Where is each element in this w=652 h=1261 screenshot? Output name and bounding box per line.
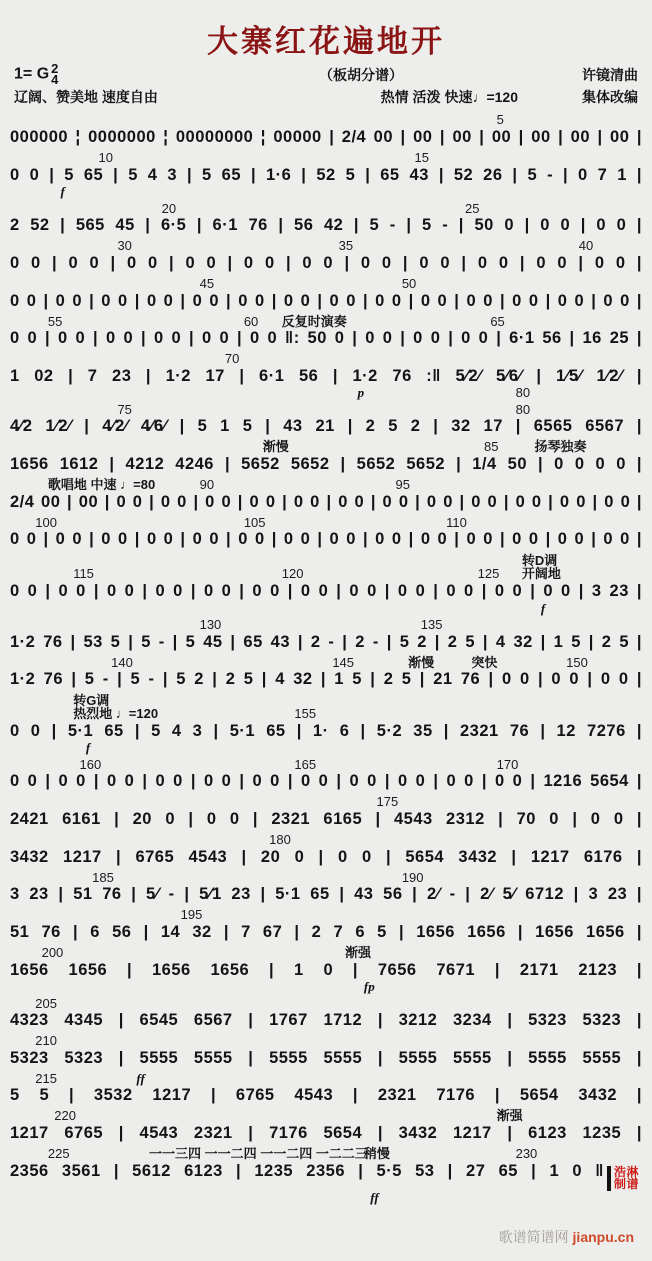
expression-text: 渐强 [344,944,371,960]
notation-text: 0 0 | 0 0 | 0 0 | 0 0 | 0 0 | 0 0 | 0 0 | 0 0 | 0 0 | 0 0 | 0 0 | 0 0 | 0 0 | 0 0 | [10,291,642,310]
notation-line [10,1048,642,1069]
measure-number: 80 [515,385,531,401]
time-signature [51,61,59,88]
measure-number: 175 [376,794,399,810]
music-line [10,653,642,690]
measure-number: 115 [73,566,94,582]
notation-text: 0 0 | 5 65 | 5 4 3 | 5 65 | 1·6 | 52 5 | 65 43 | 52 26 | 5 - | 0 7 1 | [10,165,642,184]
music-line [10,691,642,755]
music-line [10,513,642,550]
annotation-row [10,741,642,754]
dynamic-marking: fp [363,979,375,995]
measure-number: 25 [465,200,480,216]
measure-number: 230 [515,1146,538,1162]
annotation-row [10,906,642,922]
music-line [10,1145,642,1204]
composer-credit: 许镜清曲 [582,67,638,84]
expression-text: 反复时演奏 [281,313,347,329]
annotation-row [10,755,642,771]
expression-text: 转D调 开阔地 [521,552,561,582]
measure-number: 120 [281,566,304,582]
music-line [10,994,642,1031]
arranger-credit: 集体改编 [582,89,638,106]
expression-text: 渐慢 [262,439,289,455]
notation-text: 000000 ¦ 0000000 ¦ 00000000 ¦ 00000 | 2/4 00 | 00 | 00 | 00 | 00 | 00 | 00 | [10,128,642,147]
annotation-row [10,111,642,127]
dynamic-marking: ff [370,1189,379,1205]
measure-number: 155 [294,706,317,722]
notation-line [10,291,642,312]
engraver-credit: 浩淋制谱 [607,1166,642,1191]
notation-text: 5 5 | 3532 1217 | 6765 4543 | 2321 7176 | 5654 3432 | [10,1086,642,1105]
header-row-1 [14,61,638,88]
notation-line [10,960,642,981]
annotation-row [10,994,642,1010]
measure-number: 105 [243,514,266,530]
time-numerator: 2 [51,61,59,76]
annotation-row [10,275,642,291]
music-line [10,199,642,236]
notation-text: 1·2 76 | 5 - | 5 - | 5 2 | 2 5 | 4 32 | 1 5 | 2 5 | 21 76 | 0 0 | 0 0 | 0 0 | [10,670,642,689]
music-line [10,438,642,475]
measure-number: 40 [578,238,594,254]
annotation-row [10,551,642,581]
notation-line [10,809,642,830]
song-title: 大寨红花遍地开 [207,24,445,59]
notation-line [10,454,642,475]
dynamic-marking: f [60,184,65,200]
annotation-row [10,868,642,884]
music-line [10,616,642,653]
measure-number: 30 [117,238,132,254]
tempo-marking: 热情 活泼 快速♩=120 [380,89,518,106]
measure-number: 165 [294,756,317,772]
measure-number: 35 [338,238,354,254]
expression-text: 渐强 [496,1108,523,1124]
expression-text: 突快 [471,654,498,670]
measure-number: 145 [332,654,355,670]
music-line [10,1032,642,1069]
measure-number: 185 [92,869,114,885]
watermark [499,1227,634,1247]
measure-number: 45 [199,275,215,291]
measure-number: 10 [98,150,113,166]
notation-text: 0 0 | 5·1 65 | 5 4 3 | 5·1 65 | 1· 6 | 5·2 35 | 2321 76 | 12 7276 | [10,721,642,740]
measure-number: 15 [414,150,429,166]
notation-text: 3 23 | 51 76 | 5⁄ - | 5⁄1 23 | 5·1 65 | 43 56 | 2⁄ - | 2⁄ 5⁄ 6712 | 3 23 | [10,885,642,904]
expression-text: 渐慢 [408,654,435,670]
notation-line [10,328,642,349]
annotation-row [10,1107,642,1123]
annotation-row [10,793,642,809]
music-line [10,868,642,905]
annotation-row [10,350,642,366]
notation-line [10,922,642,943]
key-label: 1= G [14,65,50,83]
measure-number: 140 [111,654,133,670]
notation-line [10,529,642,550]
annotation-row [10,691,642,721]
notation-line [10,847,642,868]
notation-line [10,1085,642,1106]
watermark-site-url: jianpu.cn [572,1229,634,1245]
expression-text: 一一三四 一一二四 一一二四 一二二三 [149,1146,368,1162]
notation-line [10,1161,642,1191]
measure-number: 170 [496,756,519,772]
expression-text: 转G调 热烈地 ♩=120 [73,692,159,722]
notation-text: 2421 6161 | 20 0 | 0 0 | 2321 6165 | 4543 2312 | 70 0 | 0 0 | [10,810,642,829]
notation-line [10,1010,642,1031]
music-line [10,400,642,437]
notation-text: 0 0 | 0 0 | 0 0 | 0 0 | 0 0 | 0 0 | 0 0 | 0 0 | 0 0 | 0 0 | 0 0 | 1216 5654 | [10,772,642,791]
measure-number: 70 [224,351,240,367]
measure-number: 5 [496,112,504,128]
notation-text: 5323 5323 | 5555 5555 | 5555 5555 | 5555 5555 | 5555 5555 | [10,1048,642,1067]
measure-number: 135 [420,616,443,632]
subtitle: （板胡分谱） [319,67,403,84]
measure-number: 150 [566,654,588,670]
music-line [10,831,642,868]
notation-text: 0 0 | 0 0 | 0 0 | 0 0 | 0 0 | 0 0 | 0 0 | 0 0 | 0 0 | 0 0 | 0 0 | 0 0 | 3 23 | [10,581,642,600]
measure-number: 210 [35,1033,57,1049]
notation-text: 51 76 | 6 56 | 14 32 | 7 67 | 2 7 6 5 | 1656 1656 | 1656 1656 | [10,922,642,941]
music-line [10,350,642,400]
dynamic-marking: f [540,600,546,616]
annotation-row [10,199,642,215]
notation-text: 4323 4345 | 6545 6567 | 1767 1712 | 3212 3234 | 5323 5323 | [10,1011,642,1030]
annotation-row [10,400,642,416]
music-line [10,111,642,148]
notation-line [10,165,642,186]
notation-text: 0 0 | 0 0 | 0 0 | 0 0 | 0 0 | 0 0 | 0 0 | 0 0 | 0 0 | 0 0 | 0 0 | 0 0 | 0 0 | 0 0 | [10,530,642,549]
annotation-row [10,616,642,632]
notation-text: 0 0 | 0 0 | 0 0 | 0 0 | 0 0 | 0 0 | 0 0 | 0 0 | 0 0 | 0 0 | 0 0 | [10,253,642,272]
notation-line [10,492,642,513]
notation-line [10,416,642,437]
header-row-2 [14,87,638,107]
annotation-row [10,602,642,615]
notation-text: 3432 1217 | 6765 4543 | 20 0 | 0 0 | 5654 3432 | 1217 6176 | [10,847,642,866]
measure-number: 65 [490,313,505,329]
annotation-row [10,149,642,165]
measure-number: 55 [47,313,63,329]
annotation-row [10,831,642,847]
dynamic-marking: p [357,385,365,401]
measure-number: 180 [269,832,291,848]
annotation-row [10,1032,642,1048]
expression-text: 扬琴独奏 [534,439,587,455]
notation-line [10,366,642,387]
annotation-row [10,312,642,328]
notation-text: 1656 1612 | 4212 4246 | 5652 5652 | 5652 5652 | 1/4 50 | 0 0 0 0 | [10,455,642,474]
annotation-row [10,1145,642,1161]
annotation-row [10,1191,642,1204]
music-line [10,793,642,830]
music-line [10,237,642,274]
dynamic-marking: f [85,740,91,756]
measure-number: 50 [401,275,417,291]
notation-text: 1217 6765 | 4543 2321 | 7176 5654 | 3432 1217 | 6123 1235 | [10,1124,642,1143]
measure-number: 225 [47,1146,70,1162]
annotation-row [10,944,642,960]
measure-number: 90 [199,477,215,493]
annotation-row [10,476,642,492]
annotation-row [10,386,642,399]
measure-number: 130 [199,616,222,632]
measure-number: 20 [161,200,177,216]
notation-line [10,632,642,653]
annotation-row [10,1069,642,1085]
annotation-row [10,185,642,198]
notation-text: 2/4 00 | 00 | 0 0 | 0 0 | 0 0 | 0 0 | 0 0 | 0 0 | 0 0 | 0 0 | 0 0 | 0 0 | 0 0 | 0 0 | [10,492,642,511]
notation-line [10,669,642,690]
music-line [10,312,642,349]
notation-text: 2 52 | 565 45 | 6·5 | 6·1 76 | 56 42 | 5 - | 5 - | 50 0 | 0 0 | 0 0 | [10,216,642,235]
measure-number: 125 [477,566,500,582]
expression-text: 稍慢 [363,1146,390,1162]
time-denominator: 4 [51,72,59,88]
key-time-signature [14,61,174,88]
music-line [10,1069,642,1106]
music-line [10,755,642,792]
measure-number: 195 [180,907,203,923]
watermark-site-name: 歌谱简谱网 [498,1229,569,1245]
measure-number: 200 [41,944,64,960]
annotation-row [10,653,642,669]
notation-line [10,253,642,274]
notation-text: 0 0 | 0 0 | 0 0 | 0 0 | 0 0 | 0 0 ‖: 50 0 | 0 0 | 0 0 | 0 0 | 6·1 56 | 16 25 | [10,329,642,348]
annotation-row [10,980,642,993]
measure-number: 110 [446,514,467,530]
notation-line [10,721,642,742]
measure-number: 215 [35,1070,57,1086]
measure-number: 95 [395,477,410,493]
measure-number: 220 [54,1108,76,1124]
expression-text: 歌唱地 中速 ♩=80 [47,477,156,493]
dynamic-marking: ff [136,1070,145,1086]
measure-number: 85 [484,439,499,455]
measure-number: 190 [401,869,424,885]
music-line [10,275,642,312]
notation-text: 2356 3561 | 5612 6123 | 1235 2356 | 5·5 53 | 27 65 | 1 0 ‖ [10,1161,604,1180]
measure-number: 160 [79,756,102,772]
music-line [10,1107,642,1144]
measure-number: 80 [515,401,531,417]
notation-line [10,884,642,905]
notation-text: 1 02 | 7 23 | 1·2 17 | 6·1 56 | 1·2 76 :‖ 5⁄2⁄ 5⁄6⁄ | 1⁄5⁄ 1⁄2⁄ | [10,366,642,385]
notation-line [10,771,642,792]
score-body [10,111,642,1204]
music-line [10,551,642,615]
measure-number: 205 [35,995,57,1011]
notation-text: 4⁄2 1⁄2⁄ | 4⁄2⁄ 4⁄6⁄ | 5 1 5 | 43 21 | 2 5 2 | 32 17 | 6565 6567 | [10,417,642,436]
measure-number: 60 [243,313,259,329]
measure-number: 100 [35,514,57,530]
annotation-row [10,513,642,529]
music-line [10,149,642,199]
measure-number: 75 [117,401,132,417]
notation-line [10,1123,642,1144]
notation-line [10,215,642,236]
music-line [10,944,642,994]
annotation-row [10,237,642,253]
notation-text: 1·2 76 | 53 5 | 5 - | 5 45 | 65 43 | 2 - | 2 - | 5 2 | 2 5 | 4 32 | 1 5 | 2 5 | [10,632,642,651]
expression-left: 辽阔、赞美地 速度自由 [14,89,158,106]
notation-line [10,127,642,148]
notation-line [10,581,642,602]
annotation-row [10,438,642,454]
notation-text: 1656 1656 | 1656 1656 | 1 0 | 7656 7671 | 2171 2123 | [10,960,642,979]
music-line [10,476,642,513]
music-line [10,906,642,943]
